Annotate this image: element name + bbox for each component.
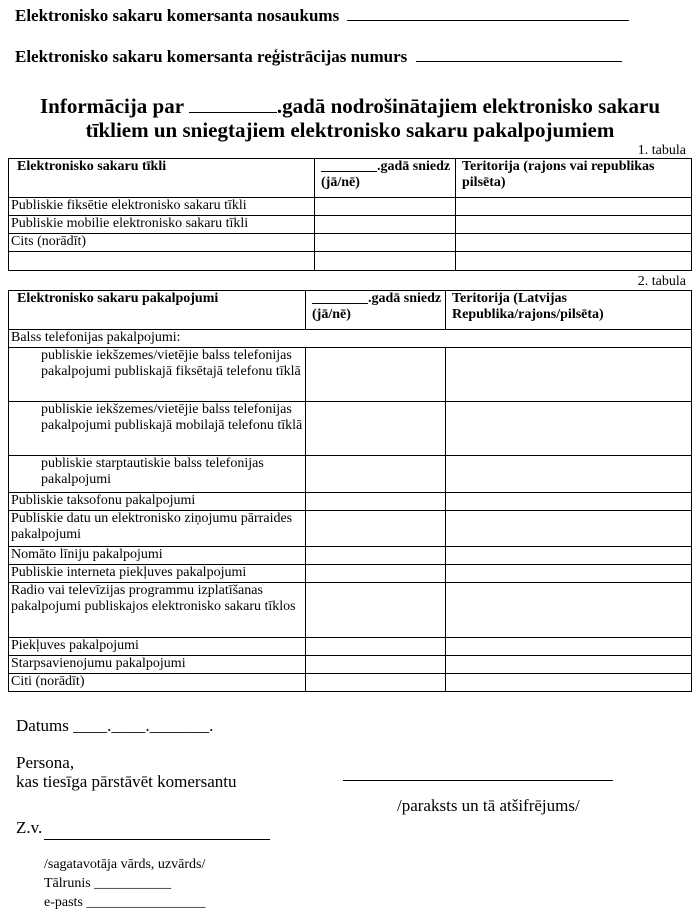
row-label: Radio vai televīzijas programmu izplatīšanas pakalpojumi publiskajos elektronisko sakaru tīklos bbox=[9, 583, 306, 638]
provides-cell[interactable] bbox=[306, 638, 446, 656]
column-header: ________.gadā sniedz (jā/nē) bbox=[315, 159, 456, 198]
row-label: Publiskie interneta piekļuves pakalpojumi bbox=[9, 565, 306, 583]
column-header: Teritorija (rajons vai republikas pilsēta) bbox=[456, 159, 692, 198]
company-name-label: Elektronisko sakaru komersanta nosaukums bbox=[15, 6, 340, 25]
row-label: Publiskie fiksētie elektronisko sakaru tīkli bbox=[9, 198, 315, 216]
row-label[interactable] bbox=[9, 252, 315, 271]
territory-cell[interactable] bbox=[446, 583, 692, 638]
table-row bbox=[9, 402, 692, 456]
provides-cell[interactable] bbox=[315, 234, 456, 252]
territory-cell[interactable] bbox=[446, 456, 692, 493]
registration-number-line bbox=[416, 46, 622, 62]
preparer-caption: /sagatavotāja vārds, uzvārds/ bbox=[44, 857, 206, 872]
territory-cell[interactable] bbox=[456, 198, 692, 216]
year-blank[interactable] bbox=[189, 94, 277, 113]
territory-cell[interactable] bbox=[446, 565, 692, 583]
provides-cell[interactable] bbox=[306, 402, 446, 456]
signature-line[interactable] bbox=[343, 780, 613, 781]
section-label: Balss telefonijas pakalpojumi: bbox=[9, 330, 692, 348]
row-label: Citi (norādīt) bbox=[9, 674, 306, 692]
territory-cell[interactable] bbox=[456, 216, 692, 234]
provides-cell[interactable] bbox=[306, 493, 446, 511]
provides-cell[interactable] bbox=[315, 252, 456, 271]
territory-cell[interactable] bbox=[446, 511, 692, 547]
row-label: publiskie iekšzemes/vietējie balss telefonijas pakalpojumi publiskajā fiksētajā telefonu tīklā bbox=[9, 348, 306, 402]
row-label: Nomāto līniju pakalpojumi bbox=[9, 547, 306, 565]
table-row bbox=[9, 348, 692, 402]
provides-cell[interactable] bbox=[306, 547, 446, 565]
table-row bbox=[9, 565, 692, 583]
signature-caption: /paraksts un tā atšifrējums/ bbox=[397, 796, 580, 815]
table-row bbox=[9, 493, 692, 511]
table-row bbox=[9, 638, 692, 656]
table-row bbox=[9, 216, 692, 234]
row-label: Publiskie taksofonu pakalpojumi bbox=[9, 493, 306, 511]
row-label: publiskie starptautiskie balss telefonijas pakalpojumi bbox=[9, 456, 306, 493]
person-label-line2: kas tiesīga pārstāvēt komersantu bbox=[16, 772, 237, 791]
registration-number-field[interactable] bbox=[15, 46, 622, 67]
company-name-line bbox=[347, 5, 629, 21]
table-row bbox=[9, 583, 692, 638]
territory-cell[interactable] bbox=[456, 234, 692, 252]
provides-cell[interactable] bbox=[306, 456, 446, 493]
provides-cell[interactable] bbox=[315, 216, 456, 234]
table1-label: 1. tabula bbox=[637, 143, 686, 158]
provides-cell[interactable] bbox=[306, 656, 446, 674]
row-label: Piekļuves pakalpojumi bbox=[9, 638, 306, 656]
row-label: Publiskie datu un elektronisko ziņojumu pārraides pakalpojumi bbox=[9, 511, 306, 547]
phone-field[interactable]: Tālrunis ___________ bbox=[44, 876, 172, 891]
territory-cell[interactable] bbox=[446, 547, 692, 565]
page-title: Informācija par .gadā nodrošinātajiem elektronisko sakaru tīkliem un sniegtajiem elektronisko sakaru pakalpojumiem bbox=[39, 94, 661, 142]
section-row bbox=[9, 330, 692, 348]
date-field[interactable]: Datums ____.____._______. bbox=[16, 716, 214, 735]
row-label: publiskie iekšzemes/vietējie balss telefonijas pakalpojumi publiskajā mobilajā telefonu tīklā bbox=[9, 402, 306, 456]
table-header-row bbox=[9, 291, 692, 330]
preparer-line[interactable] bbox=[44, 839, 270, 840]
row-label: Cits (norādīt) bbox=[9, 234, 315, 252]
column-header: Elektronisko sakaru pakalpojumi bbox=[9, 291, 306, 330]
seal-label: Z.v. bbox=[16, 818, 43, 837]
territory-cell[interactable] bbox=[446, 656, 692, 674]
services-table bbox=[8, 290, 692, 692]
table-row bbox=[9, 234, 692, 252]
networks-table bbox=[8, 158, 692, 271]
table-row bbox=[9, 511, 692, 547]
row-label: Starpsavienojumu pakalpojumi bbox=[9, 656, 306, 674]
person-label-line1: Persona, bbox=[16, 753, 75, 772]
territory-cell[interactable] bbox=[456, 252, 692, 271]
territory-cell[interactable] bbox=[446, 348, 692, 402]
table-row bbox=[9, 547, 692, 565]
table-header-row bbox=[9, 159, 692, 198]
table-row bbox=[9, 198, 692, 216]
territory-cell[interactable] bbox=[446, 674, 692, 692]
row-label: Publiskie mobilie elektronisko sakaru tīkli bbox=[9, 216, 315, 234]
column-header: Teritorija (Latvijas Republika/rajons/pilsēta) bbox=[446, 291, 692, 330]
territory-cell[interactable] bbox=[446, 493, 692, 511]
provides-cell[interactable] bbox=[306, 565, 446, 583]
column-header: Elektronisko sakaru tīkli bbox=[9, 159, 315, 198]
table-row bbox=[9, 674, 692, 692]
table-row bbox=[9, 456, 692, 493]
territory-cell[interactable] bbox=[446, 402, 692, 456]
provides-cell[interactable] bbox=[315, 198, 456, 216]
territory-cell[interactable] bbox=[446, 638, 692, 656]
provides-cell[interactable] bbox=[306, 583, 446, 638]
table-row bbox=[9, 252, 692, 271]
provides-cell[interactable] bbox=[306, 348, 446, 402]
company-name-field[interactable] bbox=[15, 5, 629, 26]
column-header: ________.gadā sniedz (jā/nē) bbox=[306, 291, 446, 330]
provides-cell[interactable] bbox=[306, 674, 446, 692]
registration-number-label: Elektronisko sakaru komersanta reģistrācijas numurs bbox=[15, 47, 408, 66]
provides-cell[interactable] bbox=[306, 511, 446, 547]
table2-label: 2. tabula bbox=[637, 274, 686, 289]
email-field[interactable]: e-pasts _________________ bbox=[44, 895, 206, 910]
table-row bbox=[9, 656, 692, 674]
